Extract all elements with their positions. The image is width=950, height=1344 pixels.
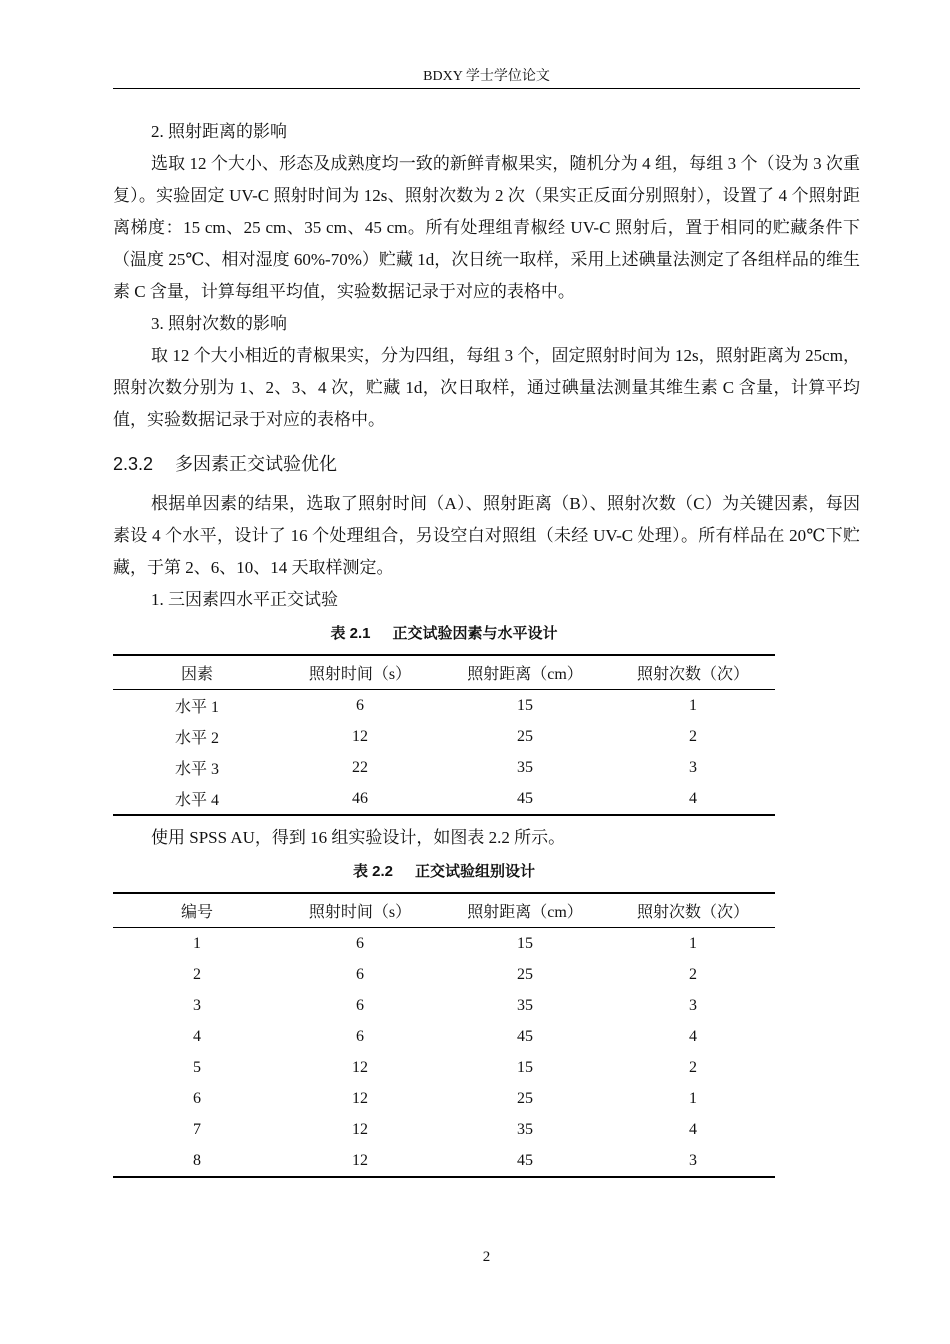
- table-header-cell: 照射次数（次）: [636, 666, 749, 683]
- table-cell: 35: [517, 1120, 533, 1138]
- subsection-number: 2.3.2: [113, 454, 154, 474]
- subsection-heading: [113, 450, 860, 478]
- table-cell: 25: [517, 727, 533, 745]
- table-header-row: [113, 893, 775, 928]
- paragraph-orthogonal-design: 根据单因素的结果，选取了照射时间（A）、照射距离（B）、照射次数（C）为关键因素，每因素设 4 个水平，设计了 16 个处理组合，另设空白对照组（未经 UV-C 处理）。所有样品在 20℃下贮藏，于第 2、6、10、14 天取样测定。: [113, 494, 860, 577]
- page-body: [113, 116, 860, 1178]
- table-cell: 12: [352, 1089, 368, 1107]
- table-row: [113, 721, 775, 752]
- table-row: [113, 928, 775, 960]
- table-cell: 45: [517, 1027, 533, 1045]
- table-header-cell: 照射距离（cm）: [467, 666, 583, 683]
- table-cell: 12: [352, 727, 368, 745]
- table-header-cell: 因素: [180, 666, 213, 683]
- paragraph-irradiation-times: 取 12 个大小相近的青椒果实，分为四组，每组 3 个，固定照射时间为 12s，照射距离为 25cm，照射次数分别为 1、2、3、4 次，贮藏 1d，次日取样，通过碘量法测量其维生素 C 含量，计算平均值，实验数据记录于对应的表格中。: [113, 346, 860, 429]
- table-header-cell: 照射时间（s）: [308, 904, 412, 921]
- table-cell: 6: [193, 1089, 201, 1107]
- table-row: [113, 959, 775, 990]
- table-cell: 1: [193, 934, 201, 952]
- table1-caption: [113, 622, 775, 646]
- table-row: [113, 1052, 775, 1083]
- table-cell: 45: [517, 789, 533, 807]
- table-cell: 4: [689, 789, 697, 807]
- paragraph-irradiation-distance: 选取 12 个大小、形态及成熟度均一致的新鲜青椒果实，随机分为 4 组，每组 3 个（设为 3 次重复）。实验固定 UV-C 照射时间为 12s、照射次数为 2 次（果实正反面分别照射），设置了 4 个照射距离梯度：15 cm、25 cm、35 cm、45 cm。所有处理组青椒经 UV-C 照射后，置于相同的贮藏条件下（温度 25℃、相对湿度 60%-70%）贮藏 1d，次日统一取样，采用上述碘量法测定了各组样品的维生素 C 含量，计算每组平均值，实验数据记录于对应的表格中。: [113, 154, 860, 301]
- table-header-cell: 编号: [180, 904, 213, 921]
- table-cell: 6: [356, 696, 364, 714]
- table-cell: 2: [689, 727, 697, 745]
- table-cell: 3: [193, 996, 201, 1014]
- table2-caption-title: 正交试验组别设计: [415, 863, 536, 880]
- table-row: [113, 752, 775, 783]
- header-rule: [113, 88, 860, 89]
- table-cell: 15: [517, 934, 533, 952]
- table-cell: 水平 3: [174, 761, 219, 778]
- table-cell: 1: [689, 696, 697, 714]
- factor-level-table: [113, 654, 775, 816]
- table-cell: 1: [689, 1089, 697, 1107]
- table-row: [113, 1021, 775, 1052]
- table-cell: 12: [352, 1058, 368, 1076]
- table-cell: 7: [193, 1120, 201, 1138]
- table-cell: 12: [352, 1151, 368, 1169]
- table-cell: 1: [689, 934, 697, 952]
- table-row: [113, 783, 775, 815]
- table-cell: 水平 2: [174, 730, 219, 747]
- table-row: [113, 1114, 775, 1145]
- table-cell: 4: [689, 1120, 697, 1138]
- table-header-cell: 照射时间（s）: [308, 666, 412, 683]
- table-cell: 15: [517, 696, 533, 714]
- table-cell: 4: [193, 1027, 201, 1045]
- table-cell: 6: [356, 934, 364, 952]
- table1-caption-label: 表 2.1: [330, 625, 371, 642]
- table-header-row: [113, 655, 775, 690]
- page-number: 2: [482, 1249, 491, 1265]
- table-row: [113, 1083, 775, 1114]
- heading-irradiation-times: 3. 照射次数的影响: [151, 314, 287, 333]
- group-design-table: [113, 892, 775, 1178]
- table-cell: 水平 4: [174, 792, 219, 809]
- table-cell: 水平 1: [174, 699, 219, 716]
- table-cell: 15: [517, 1058, 533, 1076]
- table-cell: 3: [689, 996, 697, 1014]
- table-cell: 6: [356, 1027, 364, 1045]
- table-cell: 3: [689, 758, 697, 776]
- table-cell: 25: [517, 1089, 533, 1107]
- table-cell: 8: [193, 1151, 201, 1169]
- running-header: BDXY 学士学位论文: [423, 69, 550, 84]
- table-cell: 46: [352, 789, 368, 807]
- heading-three-factor-experiment: 1. 三因素四水平正交试验: [151, 590, 338, 609]
- table2-caption-label: 表 2.2: [352, 863, 393, 880]
- table-cell: 35: [517, 758, 533, 776]
- table-row: [113, 1145, 775, 1177]
- table-cell: 6: [356, 996, 364, 1014]
- table-row: [113, 990, 775, 1021]
- paragraph-spss-design: 使用 SPSS AU，得到 16 组实验设计，如图表 2.2 所示。: [151, 828, 566, 847]
- table-cell: 6: [356, 965, 364, 983]
- table-cell: 45: [517, 1151, 533, 1169]
- table-cell: 2: [689, 1058, 697, 1076]
- table1-caption-title: 正交试验因素与水平设计: [392, 625, 558, 642]
- table-cell: 2: [193, 965, 201, 983]
- table-cell: 2: [689, 965, 697, 983]
- table-cell: 5: [193, 1058, 201, 1076]
- table-cell: 4: [689, 1027, 697, 1045]
- subsection-title: 多因素正交试验优化: [175, 454, 337, 474]
- table-cell: 25: [517, 965, 533, 983]
- table-cell: 35: [517, 996, 533, 1014]
- table-header-cell: 照射次数（次）: [636, 904, 749, 921]
- heading-irradiation-distance: 2. 照射距离的影响: [151, 122, 287, 141]
- table-header-cell: 照射距离（cm）: [467, 904, 583, 921]
- table-cell: 12: [352, 1120, 368, 1138]
- table-row: [113, 690, 775, 722]
- table-cell: 3: [689, 1151, 697, 1169]
- table-cell: 22: [352, 758, 368, 776]
- table2-caption: [113, 860, 775, 884]
